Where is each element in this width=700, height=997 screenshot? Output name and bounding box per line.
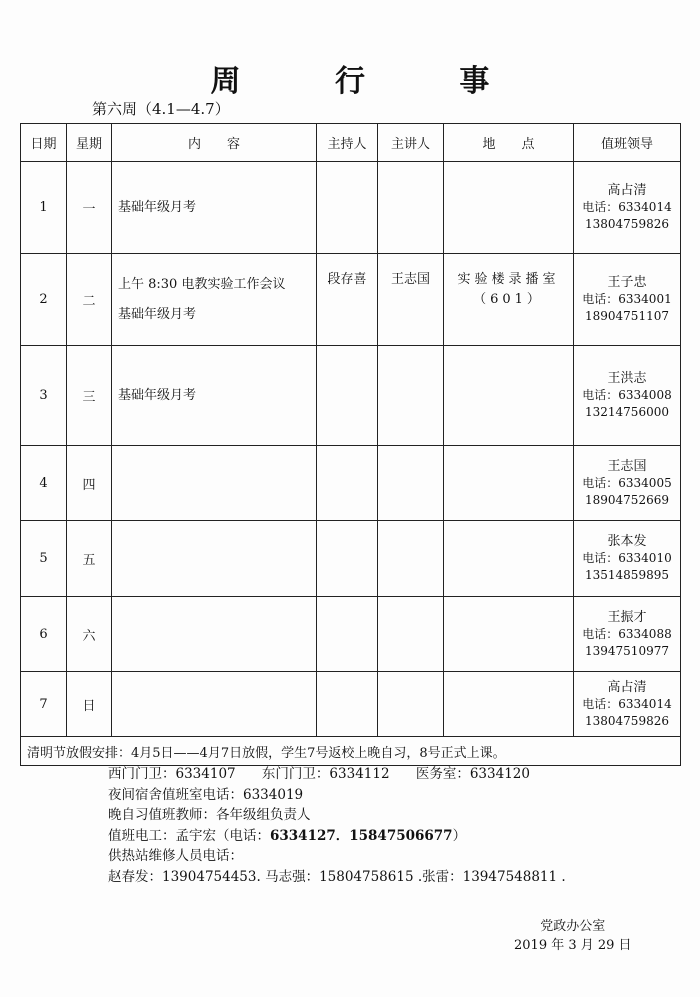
electrician-line [108,826,566,847]
electrician-prefix: 值班电工：孟宇宏（电话： [108,827,270,844]
electrician-suffix: ） [452,827,467,844]
table-row [21,446,681,521]
date-cell: 2 [21,254,67,346]
place-cell [444,597,574,672]
header-content: 内 容 [112,124,317,162]
weekday-cell: 四 [67,446,112,521]
leader-phone: 电话：6334014 [582,200,672,214]
table-header-row [21,124,681,162]
dorm-phone: 夜间宿舍值班室电话：6334019 [108,786,304,803]
date-cell: 5 [21,521,67,597]
host-cell [317,597,378,672]
host-cell [317,162,378,254]
leader-name: 高占清 [607,183,647,198]
evening-duty: 晚自习值班教师：各年级组负责人 [108,807,311,823]
header-weekday: 星期 [67,124,112,162]
speaker-cell [378,346,444,446]
leader-cell [574,521,681,597]
date-cell: 6 [21,597,67,672]
page-title: 周 行 事 [210,64,532,99]
leader-phone: 电话：6334010 [582,551,672,565]
content-cell [112,162,317,254]
leader-mobile: 18904752669 [585,492,669,507]
leader-mobile: 13804759826 [585,713,669,728]
leader-name: 高占清 [607,679,647,695]
leader-name: 张本发 [607,534,647,549]
schedule-table [20,123,681,766]
clinic-phone: 医务室：6334120 [415,766,530,782]
weekday-cell: 六 [67,597,112,672]
leader-mobile: 13214756000 [585,405,669,419]
content-cell [112,254,317,346]
weekday-cell: 五 [67,521,112,597]
content-line: 基础年级月考 [118,387,197,403]
header-place: 地 点 [444,124,574,162]
speaker-cell [378,521,444,597]
host-cell [317,672,378,737]
table-row [21,162,681,254]
content-cell [112,346,317,446]
leader-phone: 电话：6334014 [582,696,672,711]
host-cell [317,446,378,521]
header-speaker: 主讲人 [378,124,444,162]
gate-phones [108,764,566,785]
header-host: 主持人 [317,124,378,162]
leader-phone: 电话：6334008 [582,388,672,402]
content-line: 基础年级月考 [118,199,197,215]
place-cell: 实验楼录播室（601） [444,254,574,346]
leader-cell [574,162,681,254]
leader-cell [574,597,681,672]
speaker-cell: 王志国 [378,254,444,346]
leader-phone: 电话：6334005 [582,475,672,490]
leader-name: 王子忠 [607,275,647,290]
east-gate-phone: 东门门卫：6334112 [261,766,390,782]
leader-name: 王志国 [607,458,647,474]
header-leader: 值班领导 [574,124,681,162]
date-cell: 3 [21,346,67,446]
week-label: 第六周（4.1—4.7） [92,100,230,118]
weekday-cell: 三 [67,346,112,446]
date-cell: 4 [21,446,67,521]
issue-date: 2019 年 3 月 29 日 [514,938,632,953]
place-cell [444,446,574,521]
notice-row [21,737,681,766]
header-date: 日期 [21,124,67,162]
content-line: 基础年级月考 [118,306,197,322]
leader-mobile: 18904751107 [585,309,669,323]
leader-cell [574,346,681,446]
leader-name: 王振才 [607,609,647,625]
host-cell [317,346,378,446]
content-cell [112,672,317,737]
office-name: 党政办公室 [540,919,606,934]
host-cell [317,521,378,597]
leader-mobile: 13514859895 [585,568,669,582]
date-cell: 1 [21,162,67,254]
speaker-cell [378,672,444,737]
weekday-cell: 日 [67,672,112,737]
content-cell [112,446,317,521]
table-row [21,254,681,346]
table-row [21,346,681,446]
heating-label: 供热站维修人员电话： [108,848,243,864]
leader-name: 王洪志 [607,371,647,386]
speaker-cell [378,597,444,672]
leader-cell [574,672,681,737]
signature-block [514,917,632,955]
table-row [21,597,681,672]
table-row [21,521,681,597]
weekday-cell: 一 [67,162,112,254]
speaker-cell [378,162,444,254]
weekday-cell: 二 [67,254,112,346]
place-cell [444,346,574,446]
date-cell: 7 [21,672,67,737]
place-cell [444,672,574,737]
leader-mobile: 13804759826 [585,217,669,231]
speaker-cell [378,446,444,521]
content-cell [112,597,317,672]
table-row [21,672,681,737]
leader-cell [574,254,681,346]
electrician-phone: 6334127．15847506677 [270,827,453,844]
leader-phone: 电话：6334001 [582,292,672,306]
place-cell [444,162,574,254]
leader-mobile: 13947510977 [585,643,669,658]
place-cell [444,521,574,597]
leader-phone: 电话：6334088 [582,626,672,641]
content-cell [112,521,317,597]
host-cell: 段存喜 [317,254,378,346]
heating-people: 赵春发：13904754453. 马志强：15804758615 .张雷：13947548811 . [108,868,566,885]
contact-info [108,764,566,887]
leader-cell [574,446,681,521]
west-gate-phone: 西门门卫：6334107 [108,766,236,782]
holiday-notice: 清明节放假安排：4月5日——4月7日放假，学生7号返校上晚自习，8号正式上课。 [21,737,681,766]
content-line: 上午 8:30 电教实验工作会议 [118,276,286,292]
